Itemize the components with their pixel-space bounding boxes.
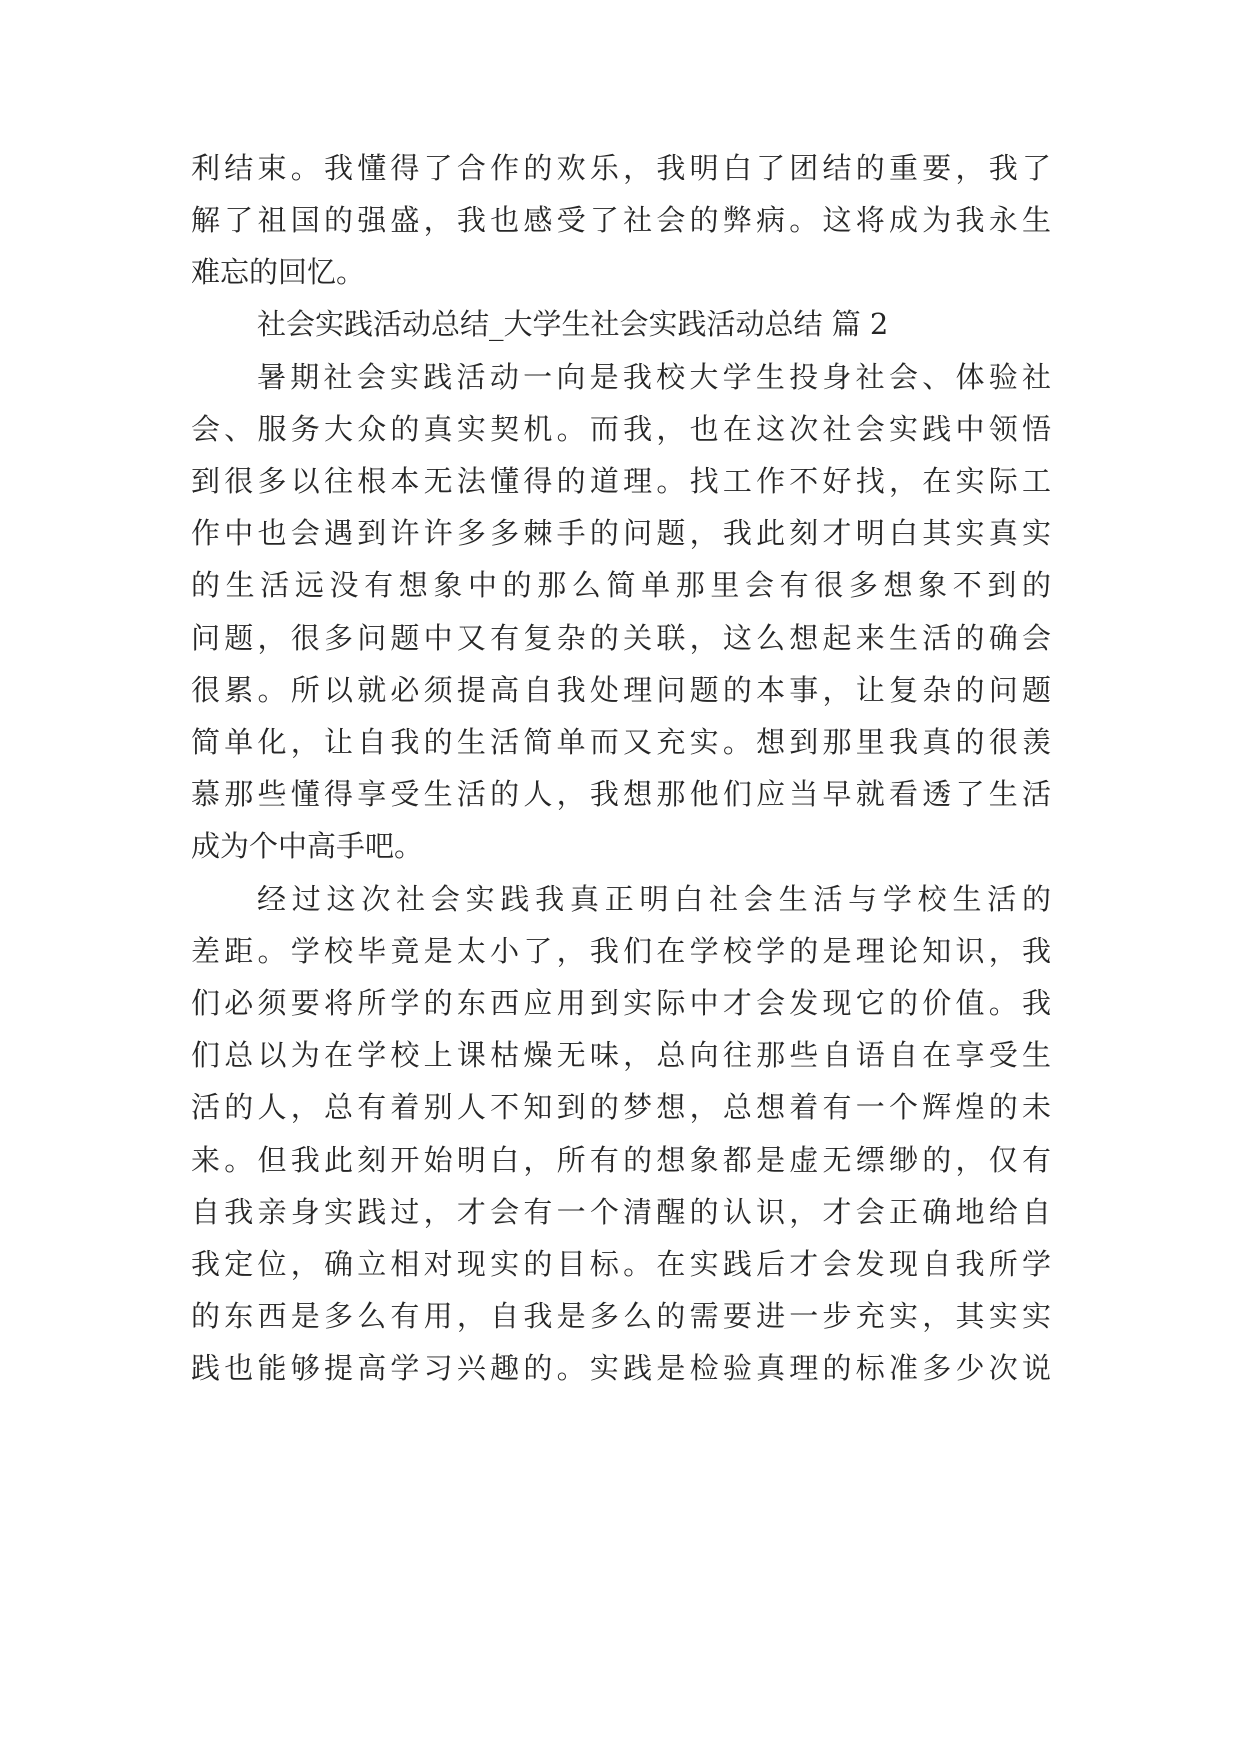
text-line: 经过这次社会实践我真正明白社会生活与学校生活的 (257, 882, 1051, 916)
text-line: 践也能够提高学习兴趣的。实践是检验真理的标准多少次说 (191, 1351, 1051, 1385)
text-line: 很累。所以就必须提高自我处理问题的本事，让复杂的问题 (191, 673, 1051, 707)
text-line: 们总以为在学校上课枯燥无味，总向往那些自语自在享受生 (191, 1038, 1051, 1072)
text-line: 暑期社会实践活动一向是我校大学生投身社会、体验社 (257, 360, 1051, 394)
text-line: 简单化，让自我的生活简单而又充实。想到那里我真的很羡 (191, 725, 1051, 759)
text-line: 难忘的回忆。 (191, 255, 366, 289)
text-line: 问题，很多问题中又有复杂的关联，这么想起来生活的确会 (191, 621, 1051, 655)
text-line: 会、服务大众的真实契机。而我，也在这次社会实践中领悟 (191, 412, 1051, 446)
text-line: 差距。学校毕竟是太小了，我们在学校学的是理论知识，我 (191, 934, 1051, 968)
text-line: 的东西是多么有用，自我是多么的需要进一步充实，其实实 (191, 1299, 1051, 1333)
text-line: 的生活远没有想象中的那么简单那里会有很多想象不到的 (191, 568, 1051, 602)
text-line: 利结束。我懂得了合作的欢乐，我明白了团结的重要，我了 (191, 151, 1051, 185)
text-line: 活的人，总有着别人不知到的梦想，总想着有一个辉煌的未 (191, 1090, 1051, 1124)
text-line: 们必须要将所学的东西应用到实际中才会发现它的价值。我 (191, 986, 1051, 1020)
text-line: 我定位，确立相对现实的目标。在实践后才会发现自我所学 (191, 1247, 1051, 1281)
text-line: 慕那些懂得享受生活的人，我想那他们应当早就看透了生活 (191, 777, 1051, 811)
text-line: 成为个中高手吧。 (191, 829, 424, 863)
text-line: 自我亲身实践过，才会有一个清醒的认识，才会正确地给自 (191, 1195, 1051, 1229)
text-line: 来。但我此刻开始明白，所有的想象都是虚无缥缈的，仅有 (191, 1143, 1051, 1177)
text-line: 解了祖国的强盛，我也感受了社会的弊病。这将成为我永生 (191, 203, 1051, 237)
section-heading: 社会实践活动总结_大学生社会实践活动总结 篇 2 (257, 307, 889, 341)
text-line: 到很多以往根本无法懂得的道理。找工作不好找，在实际工 (191, 464, 1051, 498)
text-line: 作中也会遇到许许多多棘手的问题，我此刻才明白其实真实 (191, 516, 1051, 550)
